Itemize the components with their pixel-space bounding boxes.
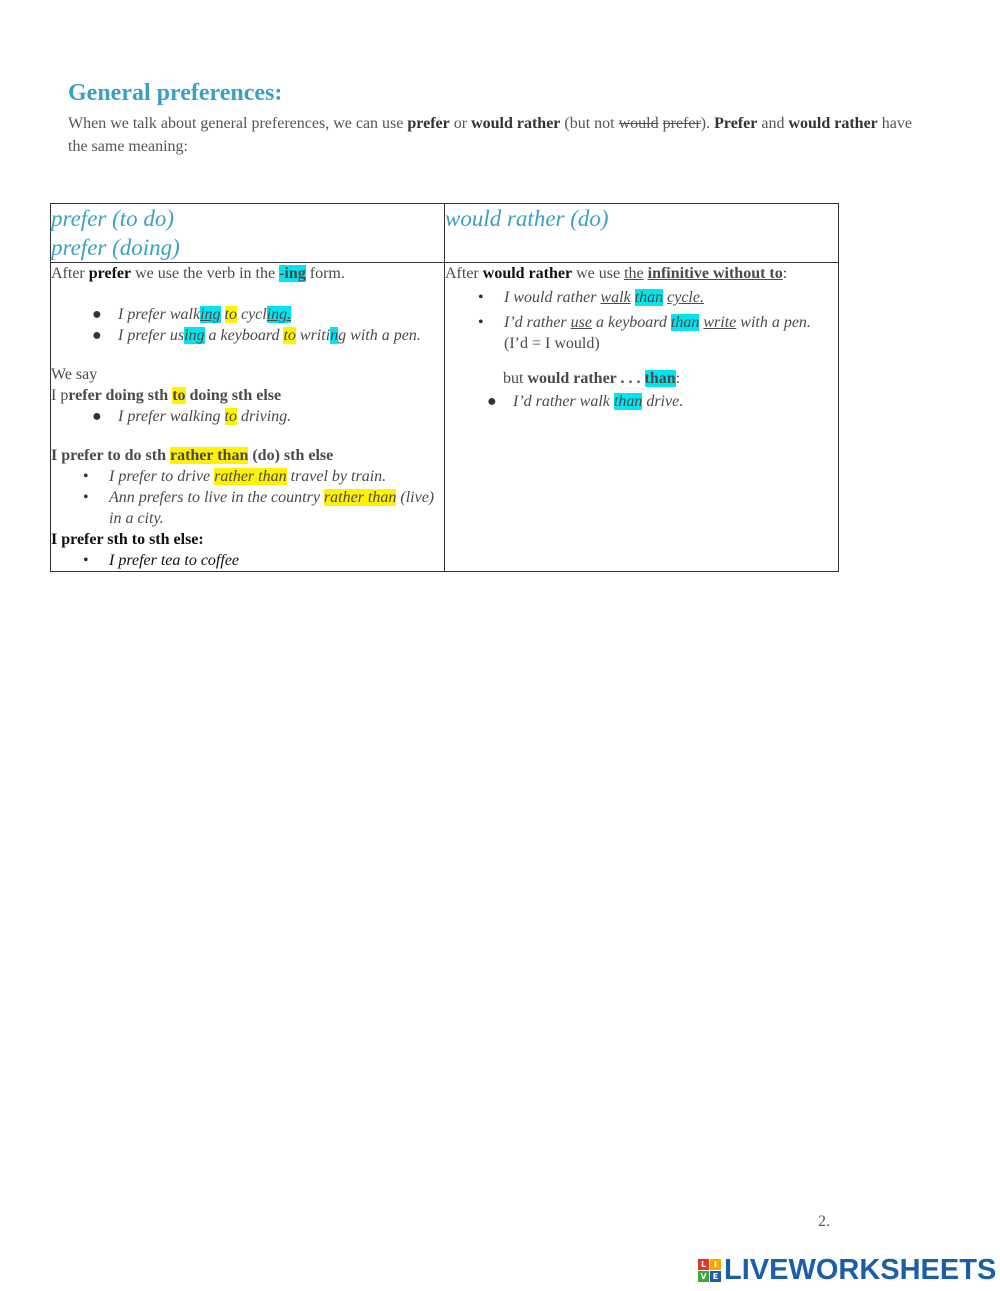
left-intro-line: [51, 263, 444, 284]
bold-text: prefer: [88, 265, 132, 282]
grammar-table: [50, 203, 839, 572]
text: Ann prefers to live in the country: [109, 489, 324, 506]
highlight-text: ing: [184, 327, 205, 344]
underline-text: walk: [600, 289, 631, 306]
highlight-text: to: [224, 408, 237, 425]
list-item: [478, 287, 838, 308]
bullet-icon: •: [83, 468, 89, 485]
intro-bold: Prefer: [714, 115, 758, 132]
left-cell: [51, 263, 445, 572]
right-intro-line: [445, 263, 838, 284]
right-example-list-2: [445, 391, 838, 412]
highlight-text: to: [172, 387, 186, 404]
intro-bold: prefer: [407, 115, 450, 132]
logo-text: LIVEWORKSHEETS: [724, 1253, 997, 1286]
liveworksheets-logo: [698, 1255, 996, 1285]
bullet-icon: •: [83, 552, 89, 569]
table-body-row: [51, 263, 839, 572]
text: cycl: [236, 306, 267, 323]
text: I prefer walk: [118, 306, 201, 323]
table-header-row: [51, 204, 839, 263]
intro-text: When we talk about general preferences, we can use: [68, 115, 408, 132]
bold-text: doing sth else: [185, 387, 282, 404]
left-column-header: [51, 204, 445, 263]
highlight-text: rather than: [323, 489, 397, 506]
bold-underline-text: infinitive without to: [647, 265, 783, 282]
bullet-icon: •: [478, 289, 484, 306]
text: travel by train.: [286, 468, 387, 485]
text: a keyboard: [591, 314, 671, 331]
highlight-text: rather than: [169, 447, 249, 464]
but-line: [445, 368, 838, 389]
logo-block: L: [698, 1259, 709, 1270]
list-item: [92, 325, 444, 346]
text: :: [782, 265, 788, 282]
bold-text: I prefer to do sth: [51, 447, 170, 464]
underline-text: use: [570, 314, 592, 331]
rule-line-1: [51, 385, 444, 406]
right-cell: [445, 263, 839, 572]
section-heading: General preferences:: [68, 80, 283, 106]
logo-block: E: [710, 1271, 721, 1282]
text: with a pen.: [736, 314, 811, 331]
bullet-icon: ●: [92, 306, 102, 323]
text: a keyboard: [204, 327, 284, 344]
rule-line-3: [51, 529, 444, 550]
intro-bold: would rather: [471, 115, 561, 132]
text: I prefer walking: [118, 408, 225, 425]
underline-text: cycle.: [667, 289, 704, 306]
intro-text: ).: [700, 115, 715, 132]
bullet-icon: •: [83, 489, 89, 506]
intro-paragraph: [68, 112, 928, 158]
text: I prefer us: [118, 327, 185, 344]
list-item: [478, 312, 838, 354]
text: I prefer to drive: [109, 468, 215, 485]
intro-strike: would: [618, 115, 659, 132]
text: (live) in a city.: [109, 489, 435, 527]
bold-text: would rather: [482, 265, 573, 282]
text: [221, 306, 225, 323]
bullet-icon: ●: [487, 393, 497, 410]
list-item: [83, 550, 444, 571]
text: (I’d = I would): [504, 335, 600, 352]
intro-text: or: [449, 115, 472, 132]
page-number: 2.: [818, 1213, 830, 1230]
right-column-header: [445, 204, 839, 263]
text: I’d rather walk: [513, 393, 614, 410]
highlight-text: than: [634, 289, 664, 306]
highlight-text: -ing: [279, 265, 306, 282]
highlight-text: n: [330, 327, 339, 344]
highlight-text: to: [283, 327, 296, 344]
bold-text: I prefer sth to sth else:: [51, 531, 204, 548]
list-item: [92, 304, 444, 325]
right-example-list-1: [445, 287, 838, 354]
intro-text: (but not: [560, 115, 619, 132]
text: I’d rather: [504, 314, 571, 331]
rule-line-2: [51, 445, 444, 466]
logo-block: I: [710, 1259, 721, 1270]
text: we use the verb in the: [131, 265, 280, 282]
left-example-list-1: [51, 304, 444, 346]
intro-text: have the same meaning:: [68, 115, 912, 155]
left-example-list-4: [51, 550, 444, 571]
right-header-line: would rather (do): [445, 206, 609, 231]
list-item: [83, 466, 444, 487]
text: writi: [295, 327, 331, 344]
left-example-list-3: [51, 466, 444, 529]
text: I p: [51, 387, 69, 404]
text: we use: [572, 265, 625, 282]
bullet-icon: ●: [92, 327, 102, 344]
highlight-text: ing: [200, 306, 221, 323]
text: :: [675, 370, 681, 387]
bullet-icon: •: [478, 314, 484, 331]
list-item: [92, 406, 444, 427]
underline-text: the: [624, 265, 644, 282]
intro-bold: would rather: [788, 115, 878, 132]
text: g with a pen.: [338, 327, 421, 344]
text: form.: [305, 265, 345, 282]
highlight-text: than: [644, 370, 676, 387]
underline-text: write: [703, 314, 737, 331]
intro-strike: prefer: [662, 115, 701, 132]
left-header-line-1: prefer (to do): [51, 206, 175, 231]
highlight-text: than: [613, 393, 643, 410]
list-item: [83, 487, 444, 529]
highlight-text: rather than: [214, 468, 287, 485]
list-item: [487, 391, 838, 412]
text: I prefer tea to coffee: [109, 552, 240, 569]
bullet-icon: ●: [92, 408, 102, 425]
bold-text: (do) sth else: [248, 447, 334, 464]
highlight-text: to: [224, 306, 237, 323]
left-header-line-2: prefer (doing): [51, 235, 180, 260]
text: driving.: [236, 408, 292, 425]
text: but: [503, 370, 528, 387]
left-example-list-2: [51, 406, 444, 427]
text: After: [51, 265, 89, 282]
text: After: [445, 265, 483, 282]
highlight-text: than: [670, 314, 700, 331]
we-say-label: We say: [51, 366, 98, 383]
logo-blocks-icon: [698, 1259, 721, 1282]
logo-block: V: [698, 1271, 709, 1282]
intro-text: and: [757, 115, 789, 132]
bold-text: refer doing sth: [68, 387, 173, 404]
highlight-text: ing.: [266, 306, 292, 323]
text: drive.: [642, 393, 684, 410]
text: I would rather: [504, 289, 601, 306]
bold-text: would rather . . .: [527, 370, 645, 387]
